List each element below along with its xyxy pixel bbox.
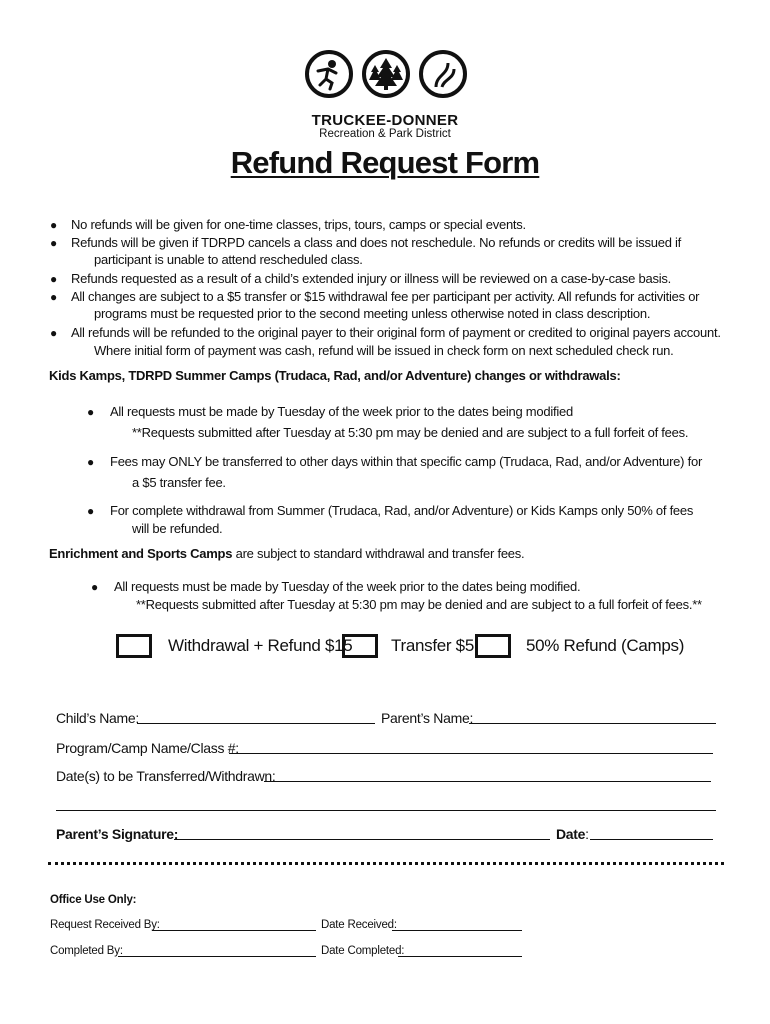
kids-item-continued: will be refunded. — [132, 521, 223, 536]
parents-name-field[interactable] — [469, 709, 716, 724]
program-label: Program/Camp Name/Class #: — [56, 740, 239, 756]
transfer-checkbox[interactable] — [342, 634, 378, 658]
transfer-label: Transfer $5 — [391, 636, 474, 655]
office-heading: Office Use Only: — [50, 894, 137, 906]
kids-item: Fees may ONLY be transferred to other days within that specific camp (Trudaca, Rad, and/or Adventure) for — [110, 454, 703, 469]
bullet-icon: ● — [50, 236, 58, 250]
bullet-icon: ● — [50, 326, 58, 340]
kids-item-continued: a $5 transfer fee. — [132, 475, 226, 490]
pine-trees-icon — [362, 50, 410, 98]
date-completed-field[interactable] — [398, 944, 522, 957]
policy-item: All refunds will be refunded to the original payer to their original form of payment or credited to original payers account. — [71, 325, 721, 340]
signature-label: Parent’s Signature: — [56, 826, 179, 842]
childs-name-field[interactable] — [137, 709, 375, 724]
childs-name-label: Child’s Name: — [56, 710, 139, 726]
signature-date-field[interactable] — [590, 825, 713, 840]
kids-section-heading: Kids Kamps, TDRPD Summer Camps (Trudaca, Rad, and/or Adventure) changes or withdrawals: — [49, 368, 621, 383]
policy-item: Refunds requested as a result of a child’s extended injury or illness will be reviewed on a case-by-case basis. — [71, 271, 671, 286]
parents-name-label: Parent’s Name: — [381, 710, 474, 726]
dates-label: Date(s) to be Transferred/Withdrawn: — [56, 768, 276, 784]
bullet-icon: ● — [50, 218, 58, 232]
page-title: Refund Request Form — [230, 145, 540, 180]
completed-by-label: Completed By: — [50, 945, 123, 957]
policy-item-continued: programs must be requested prior to the second meeting unless otherwise noted in class description. — [94, 306, 651, 321]
separator — [48, 862, 724, 865]
policy-item-continued: Where initial form of payment was cash, refund will be issued in check form on next scheduled check run. — [94, 343, 674, 358]
date-completed-label: Date Completed: — [321, 945, 405, 957]
enrichment-section-heading: Enrichment and Sports Camps are subject to standard withdrawal and transfer fees. — [49, 546, 525, 561]
policy-item: No refunds will be given for one-time classes, trips, tours, camps or special events. — [71, 217, 526, 232]
dates-field[interactable] — [264, 767, 711, 782]
kids-item: All requests must be made by Tuesday of the week prior to the dates being modified — [110, 404, 573, 419]
half-refund-label: 50% Refund (Camps) — [526, 636, 685, 655]
kids-item: For complete withdrawal from Summer (Trudaca, Rad, and/or Adventure) or Kids Kamps only 50% of fees — [110, 503, 694, 518]
runner-icon — [305, 50, 353, 98]
half-refund-checkbox[interactable] — [475, 634, 511, 658]
bullet-icon: ● — [87, 504, 95, 518]
date-received-label: Date Received: — [321, 919, 397, 931]
signature-date-label: Date: — [556, 826, 589, 842]
program-field[interactable] — [229, 739, 713, 754]
bullet-icon: ● — [91, 580, 99, 594]
bullet-icon: ● — [87, 405, 95, 419]
signature-field[interactable] — [174, 825, 550, 840]
bullet-icon: ● — [50, 272, 58, 286]
policy-item-continued: participant is unable to attend rescheduled class. — [94, 252, 363, 267]
kids-item-continued: **Requests submitted after Tuesday at 5:30 pm may be denied and are subject to a full forfeit of fees. — [132, 425, 689, 440]
ball-icon — [419, 50, 467, 98]
completed-by-field[interactable] — [118, 944, 316, 957]
enrichment-item-continued: **Requests submitted after Tuesday at 5:30 pm may be denied and are subject to a full forfeit of fees.** — [136, 597, 702, 612]
org-name: TRUCKEE-DONNER — [311, 112, 459, 129]
dates-field-continued[interactable] — [56, 796, 716, 811]
received-by-label: Request Received By: — [50, 919, 160, 931]
withdrawal-refund-label: Withdrawal + Refund $15 — [168, 636, 353, 655]
enrichment-item: All requests must be made by Tuesday of the week prior to the dates being modified. — [114, 579, 581, 594]
received-by-field[interactable] — [152, 918, 316, 931]
withdrawal-refund-checkbox[interactable] — [116, 634, 152, 658]
bullet-icon: ● — [87, 455, 95, 469]
policy-item: Refunds will be given if TDRPD cancels a class and does not reschedule. No refunds or credits will be issued if — [71, 235, 682, 250]
bullet-icon: ● — [50, 290, 58, 304]
policy-item: All changes are subject to a $5 transfer or $15 withdrawal fee per participant per activity. All refunds for activities or — [71, 289, 700, 304]
date-received-field[interactable] — [392, 918, 522, 931]
org-subtitle: Recreation & Park District — [319, 128, 451, 140]
